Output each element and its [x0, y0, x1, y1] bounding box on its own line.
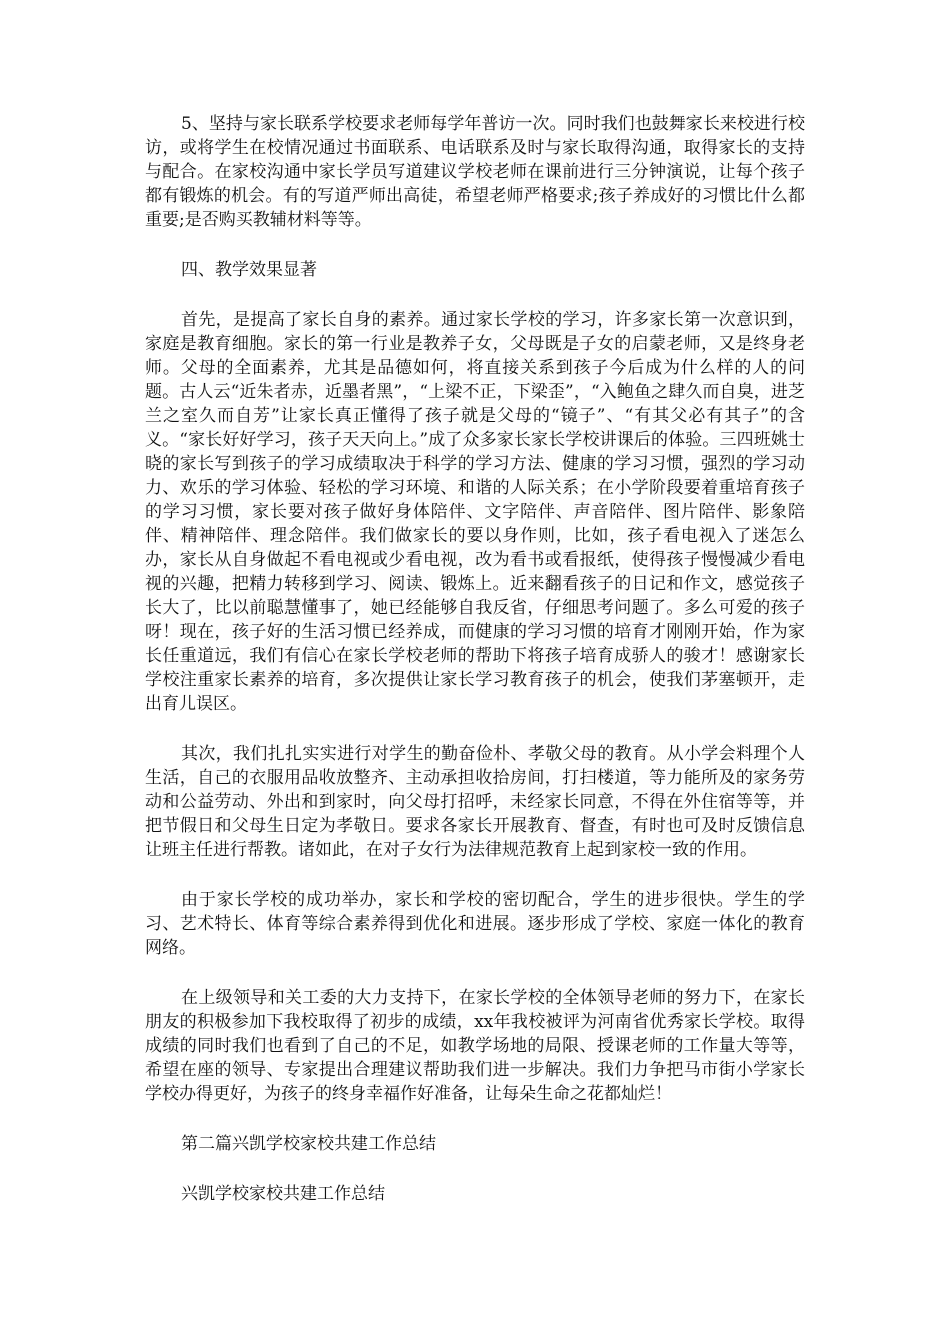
chapter-title: 第二篇兴凯学校家校共建工作总结	[181, 1134, 436, 1154]
paragraph-achievements: 在上级领导和关工委的大力支持下，在家长学校的全体领导老师的努力下，在家长朋友的积极参加下我校取得了初步的成绩，xx年我校被评为河南省优秀家长学校。取得成绩的同时我们也看到了自己的不足，如教学场地的局限、授课老师的工作量大等等，希望在座的领导、专家提出合理建议帮助我们进一步解决。我们力争把马市街小学家长学校办得更好，为孩子的终身幸福作好准备，让每朵生命之花都灿烂！	[145, 988, 805, 1104]
chapter-subtitle: 兴凯学校家校共建工作总结	[181, 1184, 385, 1204]
section-heading-teaching-results: 四、教学效果显著	[181, 260, 317, 280]
paragraph-home-visits: 5、坚持与家长联系学校要求老师每学年普访一次。同时我们也鼓舞家长来校进行校访，或将学生在校情况通过书面联系、电话联系及时与家长取得沟通，取得家长的支持与配合。在家校沟通中家长学员写道建议学校老师在课前进行三分钟演说，让每个孩子都有锻炼的机会。有的写道严师出高徒，希望老师严格要求;孩子养成好的习惯比什么都重要;是否购买教辅材料等等。	[145, 114, 805, 230]
paragraph-diligence-education: 其次，我们扎扎实实进行对学生的勤奋俭朴、孝敬父母的教育。从小学会料理个人生活，自己的衣服用品收放整齐、主动承担收拾房间，打扫楼道，等力能所及的家务劳动和公益劳动、外出和到家时，向父母打招呼，未经家长同意，不得在外住宿等等，并把节假日和父母生日定为孝敬日。要求各家长开展教育、督查，有时也可及时反馈信息让班主任进行帮教。诸如此，在对子女行为法律规范教育上起到家校一致的作用。	[145, 744, 805, 860]
paragraph-parent-literacy: 首先，是提高了家长自身的素养。通过家长学校的学习，许多家长第一次意识到，家庭是教育细胞。家长的第一行业是教养子女，父母既是子女的启蒙老师，又是终身老师。父母的全面素养，尤其是品德如何，将直接关系到孩子今后成为什么样的人的问题。古人云“近朱者赤，近墨者黑”，“上梁不正，下梁歪”，“入鲍鱼之肆久而自臭，进芝兰之室久而自芳”让家长真正懂得了孩子就是父母的“镜子”、“有其父必有其子”的含义。“家长好好学习，孩子天天向上。”成了众多家长家长学校讲课后的体验。三四班姚士晓的家长写到孩子的学习成绩取决于科学的学习方法、健康的学习习惯，强烈的学习动力、欢乐的学习体验、轻松的学习环境、和谐的人际关系；在小学阶段要着重培育孩子的学习习惯，家长要对孩子做好身体陪伴、文字陪伴、声音陪伴、图片陪伴、影象陪伴、精神陪伴、理念陪伴。我们做家长的要以身作则，比如，孩子看电视入了迷怎么办，家长从自身做起不看电视或少看电视，改为看书或看报纸，使得孩子慢慢减少看电视的兴趣，把精力转移到学习、阅读、锻炼上。近来翻看孩子的日记和作文，感觉孩子长大了，比以前聪慧懂事了，她已经能够自我反省，仔细思考问题了。多么可爱的孩子呀！现在，孩子好的生活习惯已经养成，而健康的学习习惯的培育才刚刚开始，作为家长任重道远，我们有信心在家长学校老师的帮助下将孩子培育成骄人的骏才！感谢家长学校注重家长素养的培育，多次提供让家长学习教育孩子的机会，使我们茅塞顿开，走出育儿误区。	[145, 310, 805, 714]
paragraph-student-progress: 由于家长学校的成功举办，家长和学校的密切配合，学生的进步很快。学生的学习、艺术特长、体育等综合素养得到优化和进展。逐步形成了学校、家庭一体化的教育网络。	[145, 890, 805, 958]
